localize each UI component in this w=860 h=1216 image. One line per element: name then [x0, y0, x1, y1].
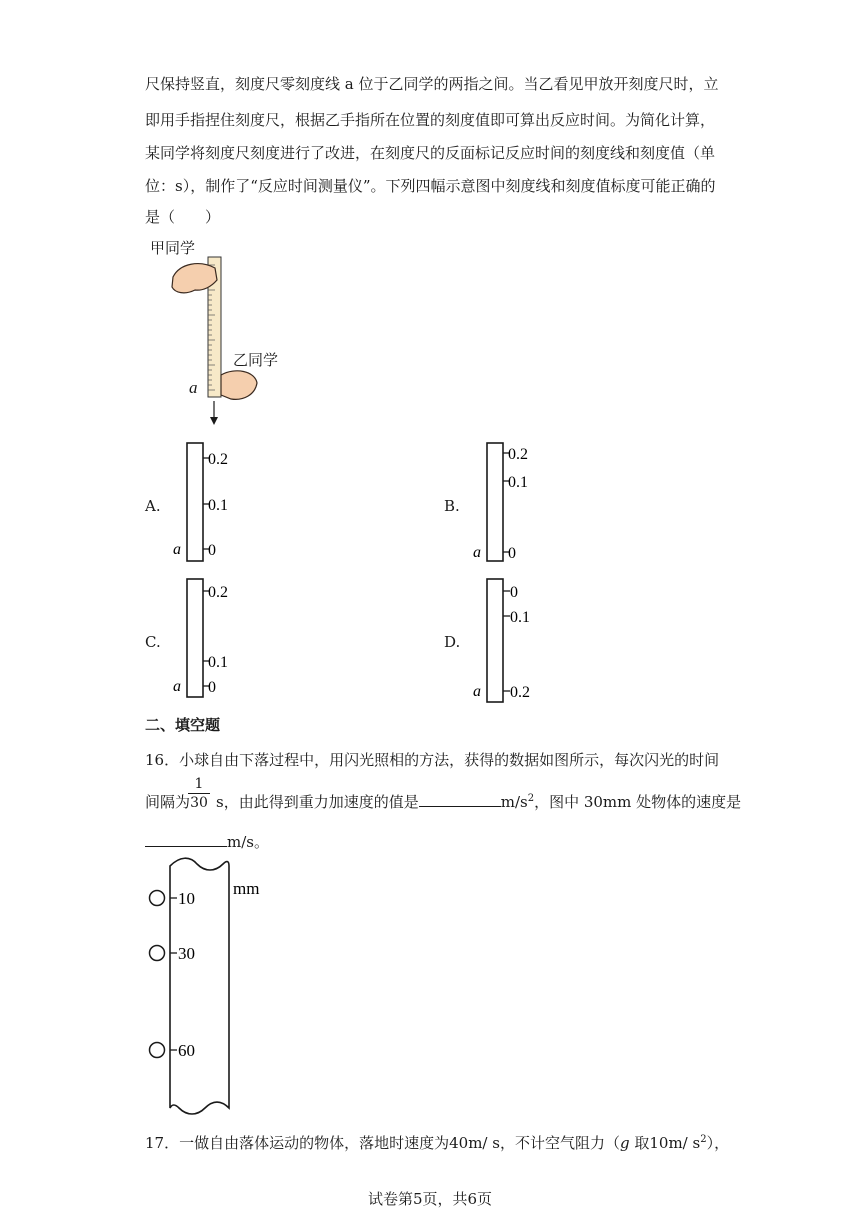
- option-c-label-a: a: [173, 678, 181, 695]
- option-b-letter: B.: [444, 497, 460, 515]
- problem16-unit-ms2: m/s: [500, 793, 528, 811]
- option-b-tick-label: 0.1: [508, 474, 528, 491]
- problem17-take: 取: [629, 1134, 650, 1152]
- option-b-label-a: a: [473, 544, 481, 561]
- option-b-tick-label: 0: [508, 545, 516, 562]
- answer-blank-g[interactable]: [419, 790, 501, 807]
- label-a: a: [189, 378, 198, 397]
- ball-position-60: [150, 1043, 165, 1058]
- problem17-velocity-unit: m/ s: [468, 1134, 500, 1152]
- answer-blank-v[interactable]: [145, 830, 227, 847]
- option-d-label-a: a: [473, 683, 481, 700]
- option-a-letter: A.: [145, 497, 161, 515]
- ball-position-30: [150, 946, 165, 961]
- problem16-unit-s: s，由此得到重力加速度的值是: [216, 793, 419, 811]
- arrow-down-icon: [210, 417, 218, 425]
- problem16-suffix: ，图中 30mm 处物体的速度是: [534, 793, 742, 811]
- label-yi: 乙同学: [233, 351, 279, 369]
- problem16-line-2: [145, 789, 741, 812]
- problem15-line-1: 尺保持竖直，刻度尺零刻度线 a 位于乙同学的两指之间。当乙看见甲放开刻度尺时，立: [145, 75, 719, 93]
- problem16-line-3: [145, 830, 269, 852]
- problem15-line-3: 某同学将刻度尺刻度进行了改进，在刻度尺的反面标记反应时间的刻度线和刻度值（单: [145, 144, 716, 162]
- problem15-line-4: 位：s），制作了“反应时间测量仪”。下列四幅示意图中刻度线和刻度值标度可能正确的: [145, 177, 716, 195]
- fraction-denominator: 30: [190, 795, 208, 811]
- option-d-tick-label: 0: [510, 584, 518, 601]
- problem17-sup: 2: [700, 1134, 707, 1145]
- label-jia: 甲同学: [150, 239, 196, 257]
- problem17-text: 17．一做自由落体运动的物体，落地时速度为: [145, 1134, 450, 1152]
- option-a-label-a: a: [173, 541, 181, 558]
- problem17-text-3: ），: [706, 1134, 730, 1152]
- problem16-suffix-2: m/s。: [227, 833, 269, 851]
- problem17-g-value: 10: [649, 1134, 669, 1152]
- problem17-velocity: 40: [449, 1134, 469, 1152]
- option-d-tick-label: 0.2: [510, 684, 530, 701]
- hand-yi: [221, 371, 257, 400]
- problem17-g: g: [619, 1134, 630, 1152]
- problem16-prefix: 间隔为: [145, 793, 191, 811]
- problem16-sup: 2: [527, 793, 535, 804]
- problem17-text-2: ，不计空气阻力（: [499, 1134, 620, 1152]
- option-c-ruler: [170, 576, 250, 701]
- fraction-1-30: [188, 776, 210, 811]
- problem15-line-2: 即用手指捏住刻度尺，根据乙手指所在位置的刻度值即可算出反应时间。为简化计算，: [145, 111, 716, 129]
- mark-label: 30: [178, 944, 195, 963]
- problem17-line-1: [145, 1130, 729, 1153]
- option-b-tick-label: 0.2: [508, 446, 528, 463]
- option-c-tick-label: 0: [208, 679, 216, 696]
- option-d-letter: D.: [444, 633, 461, 651]
- option-c-letter: C.: [145, 633, 161, 651]
- option-a-tick-label: 0.1: [208, 497, 228, 514]
- option-a-tick-label: 0: [208, 542, 216, 559]
- option-a-tick-label: 0.2: [208, 451, 228, 468]
- page-footer: 试卷第5页，共6页: [367, 1190, 493, 1208]
- fraction-numerator: 1: [194, 776, 204, 792]
- mark-label: 60: [178, 1041, 195, 1060]
- option-d-ruler: [470, 576, 550, 706]
- flash-photo-figure: [145, 858, 285, 1120]
- unit-mm: mm: [233, 879, 260, 898]
- option-d-tick-label: 0.1: [510, 609, 530, 626]
- option-a-ruler: [170, 440, 250, 565]
- option-c-tick-label: 0.2: [208, 584, 228, 601]
- option-c-tick-label: 0.1: [208, 654, 228, 671]
- option-b-ruler: [470, 440, 550, 565]
- mark-label: 10: [178, 889, 195, 908]
- section-heading: 二、填空题: [145, 716, 221, 734]
- problem16-line-1: 16．小球自由下落过程中，用闪光照相的方法，获得的数据如图所示，每次闪光的时间: [145, 751, 720, 769]
- problem17-g-unit: m/ s: [668, 1134, 701, 1152]
- reaction-ruler-figure: [145, 235, 305, 430]
- problem15-line-5: 是（ ）: [145, 208, 221, 226]
- ball-position-10: [150, 891, 165, 906]
